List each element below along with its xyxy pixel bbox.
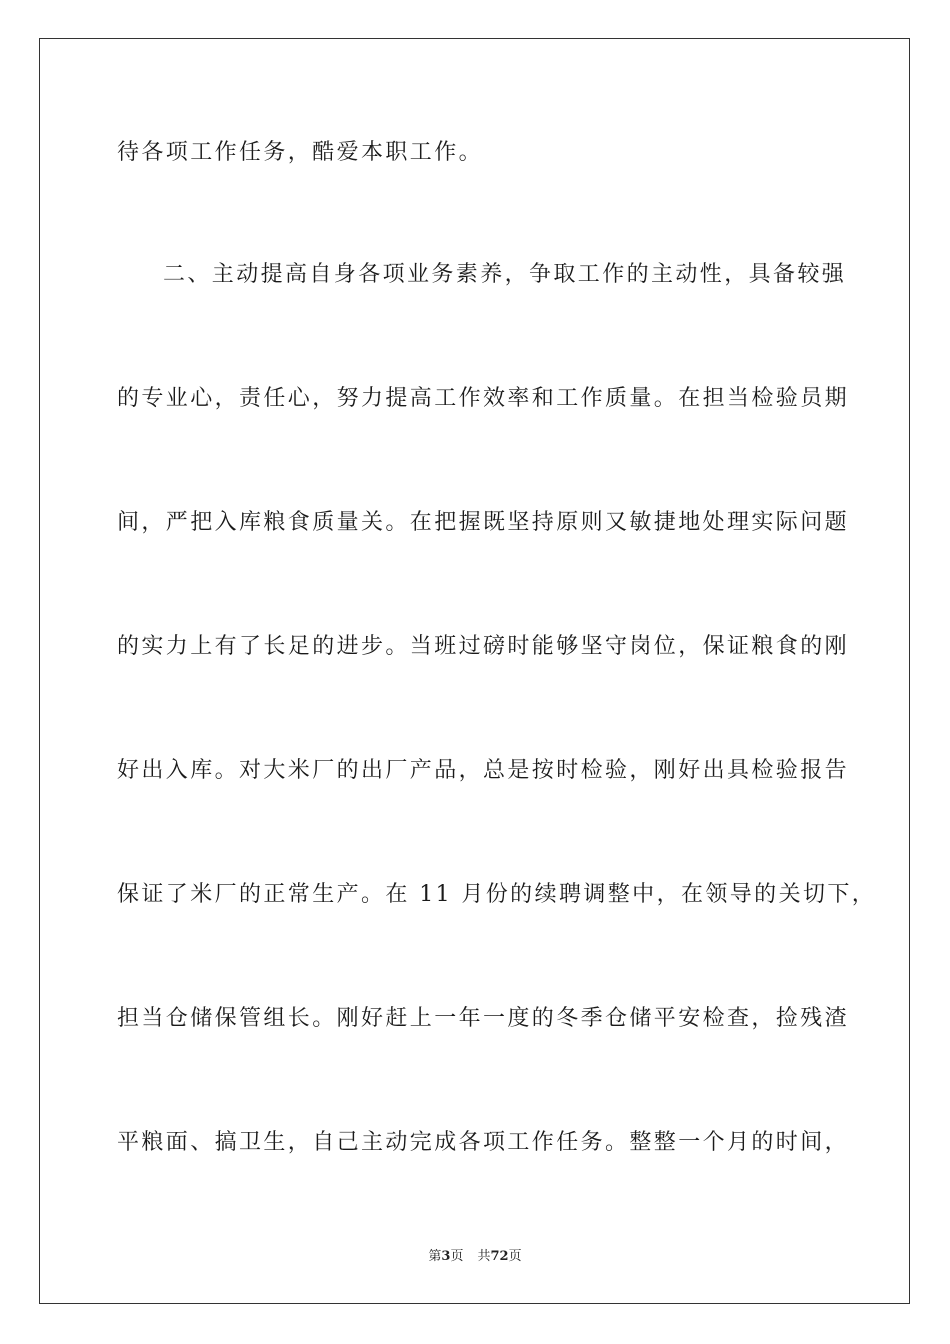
total-suffix: 页 — [508, 1249, 522, 1264]
text-line-5: 的实力上有了长足的进步。当班过磅时能够坚守岗位，保证粮食的刚 — [117, 634, 850, 659]
page-footer — [0, 1248, 950, 1266]
total-pages: 72 — [490, 1249, 509, 1264]
total-prefix: 共 — [477, 1249, 491, 1264]
page-suffix: 页 — [450, 1249, 464, 1264]
text-line-6: 好出入库。对大米厂的出厂产品，总是按时检验，刚好出具检验报告 — [117, 758, 850, 783]
text-line-4: 间，严把入库粮食质量关。在把握既坚持原则又敏捷地处理实际问题 — [117, 510, 850, 535]
text-line-1: 待各项工作任务，酷爱本职工作。 — [117, 140, 484, 165]
text-line-8: 担当仓储保管组长。刚好赶上一年一度的冬季仓储平安检查，捡残渣 — [117, 1006, 850, 1031]
text-line-3: 的专业心，责任心，努力提高工作效率和工作质量。在担当检验员期 — [117, 386, 850, 411]
page-border — [39, 38, 910, 1304]
text-line-7: 保证了米厂的正常生产。在 11 月份的续聘调整中，在领导的关切下， — [117, 882, 877, 907]
text-line-9: 平粮面、搞卫生，自己主动完成各项工作任务。整整一个月的时间， — [117, 1130, 850, 1155]
text-line-2: 二、主动提高自身各项业务素养，争取工作的主动性，具备较强 — [163, 262, 847, 287]
page-number: 3 — [441, 1249, 451, 1264]
page-prefix: 第 — [428, 1249, 442, 1264]
